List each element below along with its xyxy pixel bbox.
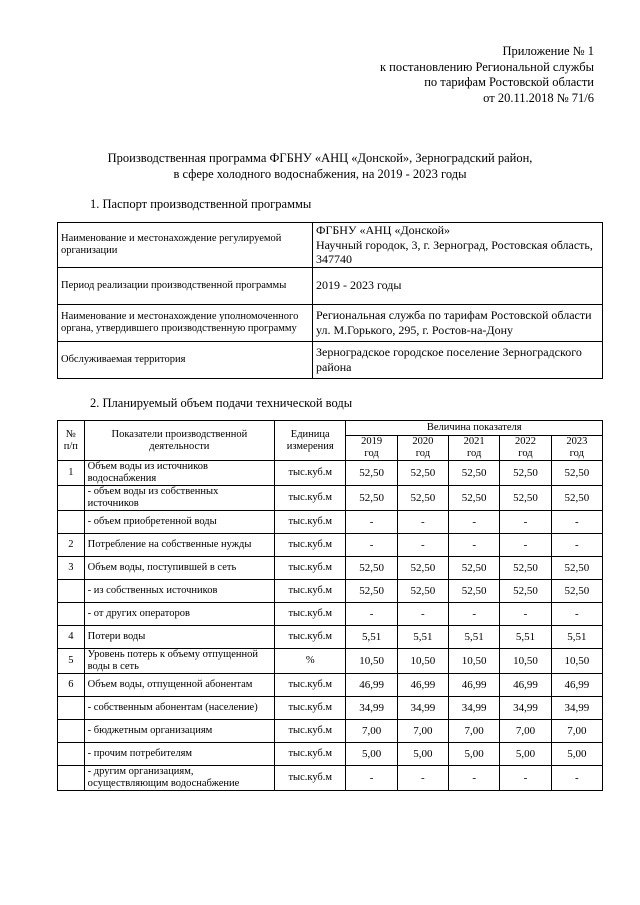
row-value: 34,99 — [397, 697, 448, 720]
row-value: - — [346, 511, 397, 534]
row-value: 52,50 — [397, 486, 448, 511]
row-value: 46,99 — [449, 674, 500, 697]
row-value: - — [397, 766, 448, 791]
row-number — [58, 486, 85, 511]
row-value: 52,50 — [397, 461, 448, 486]
row-value: 5,00 — [397, 743, 448, 766]
row-value: - — [449, 534, 500, 557]
row-number: 2 — [58, 534, 85, 557]
passport-value: Региональная служба по тарифам Ростовской области ул. М.Горького, 295, г. Ростов-на-Дону — [313, 304, 603, 341]
header-indicator: Показатели производственной деятельности — [84, 421, 274, 461]
appendix-line: к постановлению Региональной службы — [379, 59, 594, 74]
row-value: 5,00 — [449, 743, 500, 766]
section-heading-passport: 1. Паспорт производственной программы — [90, 197, 312, 211]
row-value: 46,99 — [346, 674, 397, 697]
row-indicator: - объем воды из собственных источников — [84, 486, 274, 511]
passport-table — [57, 222, 603, 379]
row-number — [58, 511, 85, 534]
row-indicator: - собственным абонентам (население) — [84, 697, 274, 720]
header-year: 2019 год — [346, 436, 397, 461]
row-value: 5,00 — [346, 743, 397, 766]
row-value: 10,50 — [551, 649, 602, 674]
row-value: - — [397, 511, 448, 534]
title-line: в сфере холодного водоснабжения, на 2019 - 2023 годы — [173, 167, 467, 181]
row-value: 7,00 — [346, 720, 397, 743]
row-value: 7,00 — [551, 720, 602, 743]
row-value: 34,99 — [551, 697, 602, 720]
row-number: 4 — [58, 626, 85, 649]
appendix-block — [380, 44, 594, 106]
row-indicator: - из собственных источников — [84, 580, 274, 603]
table-row — [58, 649, 603, 674]
row-value: - — [346, 603, 397, 626]
appendix-line: от 20.11.2018 № 71/6 — [483, 90, 594, 105]
row-value: 34,99 — [346, 697, 397, 720]
row-value: 10,50 — [346, 649, 397, 674]
table-row — [58, 511, 603, 534]
passport-key: Наименование и местонахождение регулируемой организации — [58, 223, 313, 268]
appendix-line: Приложение № 1 — [502, 44, 594, 58]
table-row — [58, 534, 603, 557]
table-row — [58, 720, 603, 743]
row-value: - — [346, 534, 397, 557]
row-value: - — [551, 603, 602, 626]
row-indicator: - другим организациям, осуществляющим водоснабжение — [84, 766, 274, 791]
row-value: 52,50 — [551, 486, 602, 511]
passport-value: Зерноградское городское поселение Зерноградского района — [313, 341, 603, 378]
document-title — [0, 150, 640, 182]
passport-value: 2019 - 2023 годы — [313, 267, 603, 304]
row-unit: тыс.куб.м — [275, 743, 346, 766]
passport-key: Обслуживаемая территория — [58, 341, 313, 378]
row-value: - — [500, 511, 551, 534]
row-number: 1 — [58, 461, 85, 486]
row-value: - — [551, 534, 602, 557]
title-line: Производственная программа ФГБНУ «АНЦ «Донской», Зерноградский район, — [107, 151, 533, 165]
row-value: 5,00 — [500, 743, 551, 766]
row-value: 5,51 — [500, 626, 551, 649]
row-value: 52,50 — [346, 557, 397, 580]
row-value: 7,00 — [449, 720, 500, 743]
row-value: - — [551, 766, 602, 791]
row-value: 10,50 — [397, 649, 448, 674]
row-value: 52,50 — [346, 486, 397, 511]
row-value: 52,50 — [397, 557, 448, 580]
header-year: 2021 год — [449, 436, 500, 461]
row-value: 7,00 — [397, 720, 448, 743]
header-unit: Единица измерения — [275, 421, 346, 461]
row-value: - — [500, 534, 551, 557]
passport-row — [58, 223, 603, 268]
passport-key: Период реализации производственной программы — [58, 267, 313, 304]
header-value: Величина показателя — [346, 421, 603, 436]
row-value: 52,50 — [346, 461, 397, 486]
passport-row — [58, 304, 603, 341]
row-indicator: Потери воды — [84, 626, 274, 649]
row-number — [58, 603, 85, 626]
row-value: 46,99 — [500, 674, 551, 697]
table-row — [58, 626, 603, 649]
row-value: 10,50 — [449, 649, 500, 674]
table-row — [58, 697, 603, 720]
row-number: 3 — [58, 557, 85, 580]
row-number — [58, 743, 85, 766]
row-value: - — [500, 603, 551, 626]
row-value: - — [449, 766, 500, 791]
row-value: 52,50 — [551, 461, 602, 486]
row-value: 5,51 — [346, 626, 397, 649]
row-value: 46,99 — [551, 674, 602, 697]
row-value: 34,99 — [449, 697, 500, 720]
table-row — [58, 674, 603, 697]
row-unit: тыс.куб.м — [275, 766, 346, 791]
header-year: 2020 год — [397, 436, 448, 461]
row-value: 52,50 — [449, 580, 500, 603]
table-row — [58, 486, 603, 511]
header-year: 2022 год — [500, 436, 551, 461]
row-unit: тыс.куб.м — [275, 674, 346, 697]
row-indicator: Потребление на собственные нужды — [84, 534, 274, 557]
row-unit: тыс.куб.м — [275, 603, 346, 626]
row-value: 52,50 — [500, 486, 551, 511]
row-indicator: - объем приобретенной воды — [84, 511, 274, 534]
section-heading-volume: 2. Планируемый объем подачи технической воды — [90, 396, 353, 410]
table-row — [58, 557, 603, 580]
row-number — [58, 697, 85, 720]
row-value: - — [449, 511, 500, 534]
row-value: 52,50 — [551, 557, 602, 580]
row-value: 46,99 — [397, 674, 448, 697]
row-unit: тыс.куб.м — [275, 580, 346, 603]
row-value: - — [449, 603, 500, 626]
row-value: 52,50 — [551, 580, 602, 603]
row-indicator: - бюджетным организациям — [84, 720, 274, 743]
row-indicator: - прочим потребителям — [84, 743, 274, 766]
row-number — [58, 766, 85, 791]
row-value: 52,50 — [500, 557, 551, 580]
table-row — [58, 603, 603, 626]
row-value: - — [551, 511, 602, 534]
row-number — [58, 720, 85, 743]
row-number: 6 — [58, 674, 85, 697]
row-value: 52,50 — [500, 580, 551, 603]
table-row — [58, 461, 603, 486]
header-num: № п/п — [58, 421, 85, 461]
appendix-line: по тарифам Ростовской области — [424, 75, 594, 89]
table-row — [58, 743, 603, 766]
table-header-row — [58, 421, 603, 436]
row-value: 5,00 — [551, 743, 602, 766]
row-value: 5,51 — [449, 626, 500, 649]
row-value: 52,50 — [449, 557, 500, 580]
row-value: - — [346, 766, 397, 791]
row-number: 5 — [58, 649, 85, 674]
row-value: 52,50 — [449, 486, 500, 511]
volume-table — [57, 420, 603, 791]
row-unit: тыс.куб.м — [275, 511, 346, 534]
row-value: 52,50 — [449, 461, 500, 486]
header-year: 2023 год — [551, 436, 602, 461]
row-indicator: Объем воды, отпущенной абонентам — [84, 674, 274, 697]
row-unit: тыс.куб.м — [275, 534, 346, 557]
row-value: 5,51 — [551, 626, 602, 649]
passport-row — [58, 267, 603, 304]
passport-key: Наименование и местонахождение уполномоченного органа, утвердившего производственную программу — [58, 304, 313, 341]
row-indicator: Уровень потерь к объему отпущенной воды в сеть — [84, 649, 274, 674]
row-unit: тыс.куб.м — [275, 720, 346, 743]
passport-row — [58, 341, 603, 378]
row-value: 7,00 — [500, 720, 551, 743]
row-value: - — [397, 603, 448, 626]
row-value: 10,50 — [500, 649, 551, 674]
row-value: 34,99 — [500, 697, 551, 720]
row-indicator: - от других операторов — [84, 603, 274, 626]
row-unit: тыс.куб.м — [275, 461, 346, 486]
passport-value: ФГБНУ «АНЦ «Донской» Научный городок, 3, г. Зерноград, Ростовская область, 347740 — [313, 223, 603, 268]
row-value: 5,51 — [397, 626, 448, 649]
row-unit: тыс.куб.м — [275, 557, 346, 580]
row-unit: тыс.куб.м — [275, 486, 346, 511]
row-value: 52,50 — [500, 461, 551, 486]
row-unit: тыс.куб.м — [275, 697, 346, 720]
row-value: - — [500, 766, 551, 791]
row-indicator: Объем воды, поступившей в сеть — [84, 557, 274, 580]
row-value: - — [397, 534, 448, 557]
row-value: 52,50 — [397, 580, 448, 603]
table-row — [58, 766, 603, 791]
row-indicator: Объем воды из источников водоснабжения — [84, 461, 274, 486]
row-number — [58, 580, 85, 603]
row-unit: тыс.куб.м — [275, 626, 346, 649]
row-value: 52,50 — [346, 580, 397, 603]
table-row — [58, 580, 603, 603]
row-unit: % — [275, 649, 346, 674]
